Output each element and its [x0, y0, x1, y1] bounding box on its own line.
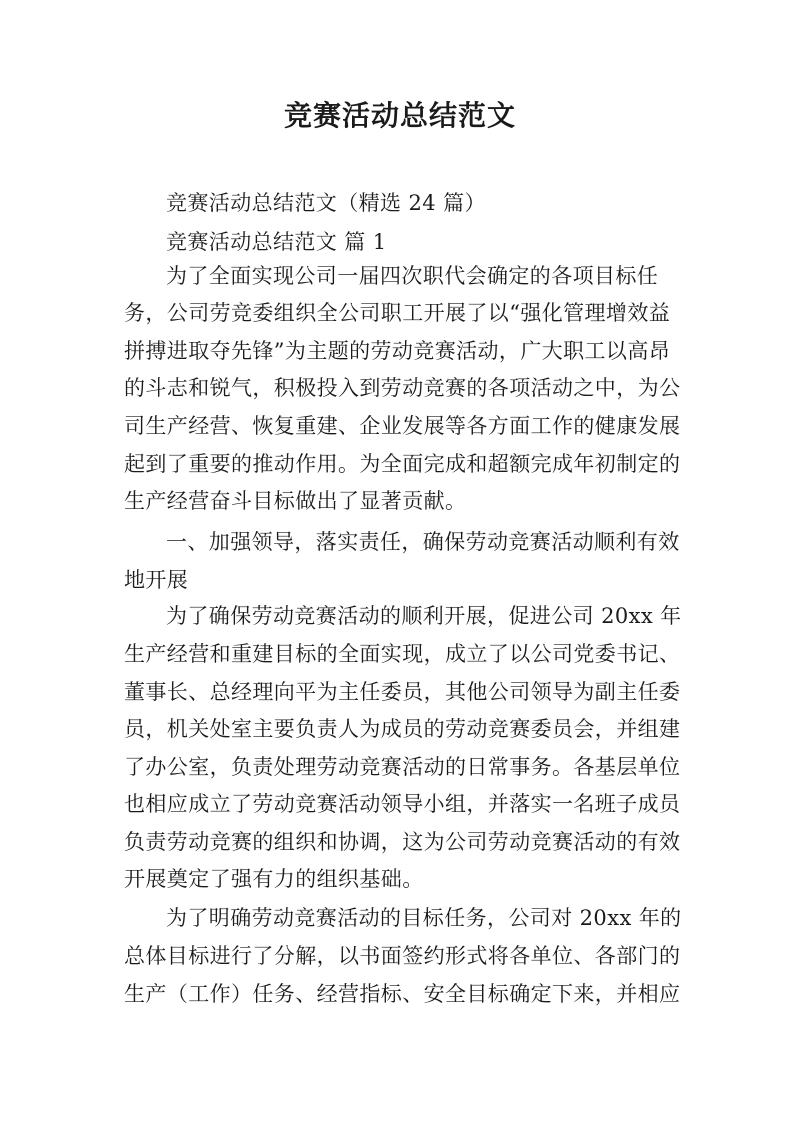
paragraph-line: 也相应成立了劳动竞赛活动领导小组，并落实一名班子成员 [124, 792, 681, 816]
subheading-line: 一、加强领导，落实责任，确保劳动竞赛活动顺利有效 [166, 530, 680, 554]
paragraph-line: 生产经营奋斗目标做出了显著贡献。 [124, 489, 467, 513]
paragraph-line: 总体目标进行了分解，以书面签约形式将各单位、各部门的 [124, 944, 681, 968]
paragraph-line: 生产经营和重建目标的全面实现，成立了以公司党委书记、 [124, 642, 681, 666]
paragraph-line: 董事长、总经理向平为主任委员，其他公司领导为副主任委 [124, 680, 681, 704]
document-title: 竞赛活动总结范文 [283, 99, 516, 132]
paragraph-line: 生产（工作）任务、经营指标、安全目标确定下来，并相应 [124, 982, 681, 1006]
paragraph-line: 员，机关处室主要负责人为成员的劳动竞赛委员会，并组建 [124, 717, 681, 741]
paragraph-line: 起到了重要的推动作用。为全面完成和超额完成年初制定的 [124, 452, 681, 476]
paragraph-line: 的斗志和锐气，积极投入到劳动竞赛的各项活动之中，为公 [124, 376, 681, 400]
paragraph-line: 了办公室，负责处理劳动竞赛活动的日常事务。各基层单位 [124, 755, 681, 779]
paragraph-line: 拼搏进取夺先锋”为主题的劳动竞赛活动，广大职工以高昂 [124, 339, 671, 363]
paragraph-line: 为了全面实现公司一届四次职代会确定的各项目标任 [166, 264, 659, 288]
paragraph-line: 负责劳动竞赛的组织和协调，这为公司劳动竞赛活动的有效 [124, 830, 681, 854]
section-heading: 竞赛活动总结范文 篇 1 [166, 230, 387, 254]
subheading-line: 地开展 [124, 568, 189, 592]
paragraph-line: 为了明确劳动竞赛活动的目标任务，公司对 20xx 年的 [166, 906, 682, 930]
paragraph-line: 为了确保劳动竞赛活动的顺利开展，促进公司 20xx 年 [166, 604, 682, 628]
subtitle-line: 竞赛活动总结范文（精选 24 篇） [166, 191, 486, 215]
paragraph-line: 开展奠定了强有力的组织基础。 [124, 867, 424, 891]
paragraph-line: 司生产经营、恢复重建、企业发展等各方面工作的健康发展 [124, 414, 681, 438]
paragraph-line: 务，公司劳竞委组织全公司职工开展了以“强化管理增效益 [124, 301, 671, 325]
